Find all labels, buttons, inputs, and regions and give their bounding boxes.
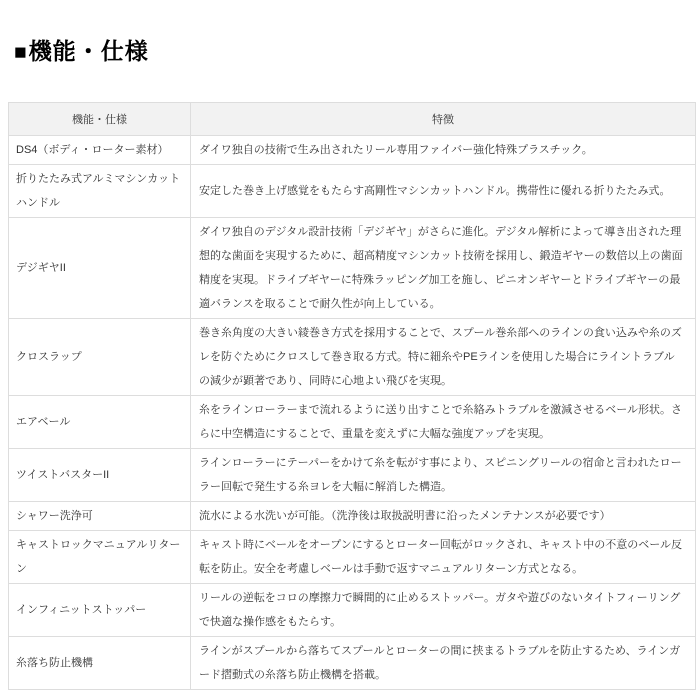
header-row xyxy=(9,102,696,135)
feature-name-cell: DS4（ボディ・ローター素材） xyxy=(9,135,191,164)
feature-description-cell: リールの逆転をコロの摩擦力で瞬間的に止めるストッパー。ガタや遊びのないタイトフィーリングで快適な操作感をもたらす。 xyxy=(191,583,696,636)
feature-description-cell: キャスト時にベールをオープンにするとローター回転がロックされ、キャスト中の不意のベール反転を防止。安全を考慮しベールは手動で返すマニュアルリターン方式となる。 xyxy=(191,530,696,583)
table-row xyxy=(9,164,696,217)
table-row xyxy=(9,636,696,689)
feature-name-cell: シャワー洗浄可 xyxy=(9,501,191,530)
spec-table xyxy=(8,102,696,690)
feature-description-cell: 流水による水洗いが可能。（洗浄後は取扱説明書に沿ったメンテナンスが必要です） xyxy=(191,501,696,530)
table-row xyxy=(9,530,696,583)
feature-description-cell: ダイワ独自の技術で生み出されたリール専用ファイバー強化特殊プラスチック。 xyxy=(191,135,696,164)
title-square-icon: ■ xyxy=(14,41,28,64)
table-row xyxy=(9,583,696,636)
table-row xyxy=(9,395,696,448)
feature-description-cell: ダイワ独自のデジタル設計技術「デジギヤ」がさらに進化。デジタル解析によって導き出された理想的な歯面を実現するために、超高精度マシンカット技術を採用し、鍛造ギヤーの数倍以上の歯面精度を実現。ドライブギヤーに特殊ラッピング加工を施し、ピニオンギヤーとドライブギヤーの最適バランスを取ることで耐久性が向上している。 xyxy=(191,217,696,318)
table-row xyxy=(9,448,696,501)
feature-description-cell: 安定した巻き上げ感覚をもたらす高剛性マシンカットハンドル。携帯性に優れる折りたたみ式。 xyxy=(191,164,696,217)
feature-name-cell: ツイストバスターII xyxy=(9,448,191,501)
page-title-text: 機能・仕様 xyxy=(28,38,149,64)
table-row xyxy=(9,318,696,395)
page-title xyxy=(14,38,700,66)
feature-name-cell: デジギヤII xyxy=(9,217,191,318)
header-feature-cell: 機能・仕様 xyxy=(9,102,191,135)
feature-name-cell: インフィニットストッパー xyxy=(9,583,191,636)
feature-name-cell: エアベール xyxy=(9,395,191,448)
spec-table-head xyxy=(9,102,696,135)
feature-description-cell: ラインローラーにテーパーをかけて糸を転がす事により、スピニングリールの宿命と言われたローラー回転で発生する糸ヨレを大幅に解消した構造。 xyxy=(191,448,696,501)
table-row xyxy=(9,217,696,318)
feature-description-cell: 巻き糸角度の大きい綾巻き方式を採用することで、スプール巻糸部へのラインの食い込みや糸のズレを防ぐためにクロスして巻き取る方式。特に細糸やPEラインを使用した場合にライントラブルの減少が顕著であり、同時に心地よい飛びを実現。 xyxy=(191,318,696,395)
header-description-cell: 特徴 xyxy=(191,102,696,135)
feature-name-cell: クロスラップ xyxy=(9,318,191,395)
feature-name-cell: キャストロックマニュアルリターン xyxy=(9,530,191,583)
table-row xyxy=(9,501,696,530)
table-row xyxy=(9,135,696,164)
feature-name-cell: 糸落ち防止機構 xyxy=(9,636,191,689)
feature-description-cell: ラインがスプールから落ちてスプールとローターの間に挟まるトラブルを防止するため、ラインガード摺動式の糸落ち防止機構を搭載。 xyxy=(191,636,696,689)
feature-description-cell: 糸をラインローラーまで流れるように送り出すことで糸絡みトラブルを激減させるベール形状。さらに中空構造にすることで、重量を変えずに大幅な強度アップを実現。 xyxy=(191,395,696,448)
spec-table-body xyxy=(9,135,696,689)
feature-name-cell: 折りたたみ式アルミマシンカットハンドル xyxy=(9,164,191,217)
